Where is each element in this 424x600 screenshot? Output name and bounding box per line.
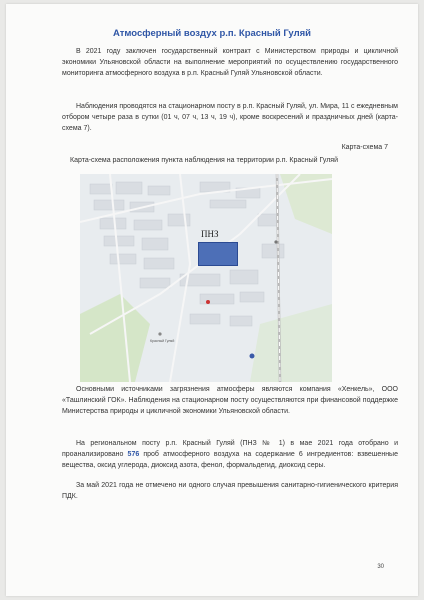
samples-text-start: На региональном посту р.п. Красный Гуляй (ПНЗ № 1) в мае 2021 года отобрано и проанализировано bbox=[62, 440, 398, 458]
map-place-label: Красный Гуляй bbox=[150, 339, 175, 343]
paragraph-conclusion: За май 2021 года не отмечено ни одного случая превышения санитарно-гигиенического критерия ПДК. bbox=[62, 482, 398, 500]
samples-text-end: проб атмосферного воздуха на содержание 6 ингредиентов: взвешенные вещества, оксид углерода, диоксид азота, фенол, формальдегид, диоксид серы. bbox=[62, 451, 398, 469]
station-marker bbox=[198, 242, 238, 266]
map-caption: Карта-схема расположения пункта наблюдения на территории р.п. Красный Гуляй bbox=[70, 157, 338, 164]
location-map bbox=[80, 174, 332, 382]
samples-count: 576 bbox=[127, 451, 140, 458]
paragraph-observations: Наблюдения проводятся на стационарном посту в р.п. Красный Гуляй, ул. Мира, 11 с ежедневным отбором четыре раза в сутки (01 ч, 07 ч, 13 ч, 19 ч), кроме воскресений и праздничных дней (карта-схема 7). bbox=[62, 103, 398, 132]
paragraph-sources: Основными источниками загрязнения атмосферы являются компания «Хенкель», ООО «Ташлинский ГОК». Наблюдения на стационарном посту осуществляются при финансовой поддержке Министерства природы и цикличной экономики Ульяновской области. bbox=[62, 386, 398, 415]
page-number: 30 bbox=[377, 564, 384, 570]
paragraph-contract: В 2021 году заключен государственный контракт с Министерством природы и цикличной экономики Ульяновской области на выполнение мероприятий по осуществлению государственного мониторинга атмосферного воздуха в р.п. Красный Гуляй Ульяновской области. bbox=[62, 48, 398, 77]
page-title: Атмосферный воздух р.п. Красный Гуляй bbox=[113, 28, 311, 39]
map-graphic bbox=[80, 174, 332, 382]
station-label: ПНЗ bbox=[201, 229, 219, 239]
map-reference-label: Карта-схема 7 bbox=[341, 144, 388, 151]
paragraph-samples bbox=[62, 438, 398, 471]
document-page bbox=[6, 4, 418, 596]
